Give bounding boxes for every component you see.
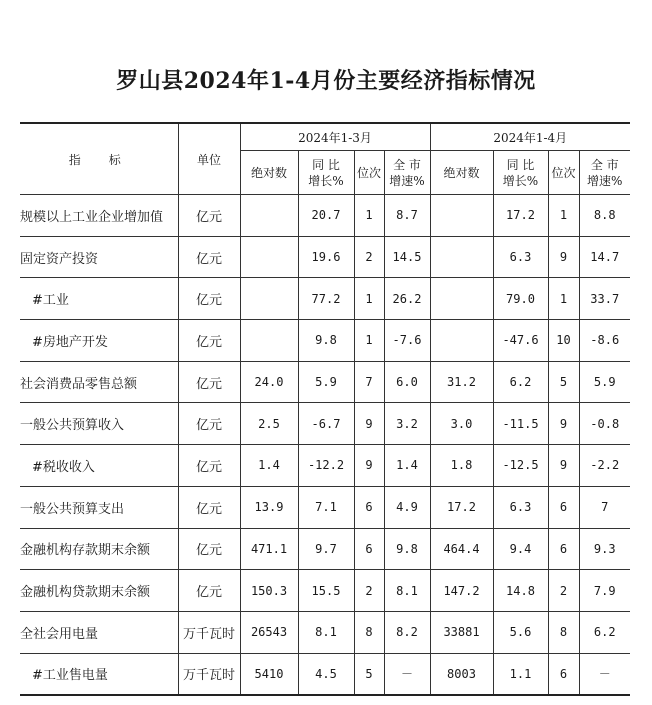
yoy-growth-p2: 14.8 bbox=[493, 570, 548, 612]
yoy-growth-p1: 9.8 bbox=[298, 320, 354, 362]
indicator-name: #税收收入 bbox=[20, 445, 178, 487]
yoy-growth-p1: -6.7 bbox=[298, 403, 354, 445]
rank-p1: 9 bbox=[354, 403, 384, 445]
rank-p2: 1 bbox=[548, 195, 579, 237]
indicator-name: 全社会用电量 bbox=[20, 611, 178, 653]
indicator-unit: 亿元 bbox=[178, 320, 240, 362]
header-city-p1 bbox=[384, 151, 430, 195]
table-row bbox=[20, 528, 630, 570]
header-yoy-line2: 增长% bbox=[308, 173, 344, 188]
yoy-growth-p2: 79.0 bbox=[493, 278, 548, 320]
header-period-2: 2024年1-4月 bbox=[430, 123, 630, 151]
header-absolute-p1: 绝对数 bbox=[240, 151, 298, 195]
rank-p2: 2 bbox=[548, 570, 579, 612]
city-growth-p2: 8.8 bbox=[579, 195, 630, 237]
city-growth-p1: 26.2 bbox=[384, 278, 430, 320]
indicator-unit: 亿元 bbox=[178, 528, 240, 570]
rank-p1: 9 bbox=[354, 445, 384, 487]
city-growth-p2: 33.7 bbox=[579, 278, 630, 320]
indicator-name: 一般公共预算收入 bbox=[20, 403, 178, 445]
city-growth-p2: 7 bbox=[579, 486, 630, 528]
absolute-p1: 2.5 bbox=[240, 403, 298, 445]
city-growth-p1: 3.2 bbox=[384, 403, 430, 445]
rank-p1: 6 bbox=[354, 486, 384, 528]
city-growth-p2: -0.8 bbox=[579, 403, 630, 445]
economic-indicators-table bbox=[20, 122, 630, 696]
absolute-p2 bbox=[430, 236, 493, 278]
indicator-name: 社会消费品零售总额 bbox=[20, 361, 178, 403]
rank-p1: 7 bbox=[354, 361, 384, 403]
table-row bbox=[20, 236, 630, 278]
indicator-unit: 亿元 bbox=[178, 195, 240, 237]
indicator-unit: 万千瓦时 bbox=[178, 653, 240, 695]
rank-p2: 10 bbox=[548, 320, 579, 362]
yoy-growth-p2: 5.6 bbox=[493, 611, 548, 653]
table-row bbox=[20, 403, 630, 445]
rank-p1: 2 bbox=[354, 570, 384, 612]
absolute-p2: 33881 bbox=[430, 611, 493, 653]
absolute-p1: 24.0 bbox=[240, 361, 298, 403]
yoy-growth-p1: 15.5 bbox=[298, 570, 354, 612]
yoy-growth-p1: 77.2 bbox=[298, 278, 354, 320]
city-growth-p2: 9.3 bbox=[579, 528, 630, 570]
yoy-growth-p1: 19.6 bbox=[298, 236, 354, 278]
rank-p1: 1 bbox=[354, 278, 384, 320]
rank-p2: 1 bbox=[548, 278, 579, 320]
absolute-p2: 17.2 bbox=[430, 486, 493, 528]
table-body bbox=[20, 195, 630, 695]
city-growth-p1: － bbox=[384, 653, 430, 695]
header-yoy-line1: 同 比 bbox=[506, 157, 535, 172]
header-unit: 单位 bbox=[178, 123, 240, 195]
absolute-p2: 1.8 bbox=[430, 445, 493, 487]
rank-p1: 6 bbox=[354, 528, 384, 570]
yoy-growth-p1: 8.1 bbox=[298, 611, 354, 653]
city-growth-p2: -2.2 bbox=[579, 445, 630, 487]
indicator-unit: 万千瓦时 bbox=[178, 611, 240, 653]
page-title: 罗山县2024年1-4月份主要经济指标情况 bbox=[116, 68, 536, 94]
table-row bbox=[20, 486, 630, 528]
header-rank-p2: 位次 bbox=[548, 151, 579, 195]
absolute-p2: 8003 bbox=[430, 653, 493, 695]
header-city-line1: 全 市 bbox=[393, 157, 421, 172]
city-growth-p1: 14.5 bbox=[384, 236, 430, 278]
table-row bbox=[20, 320, 630, 362]
indicator-name: 金融机构存款期末余额 bbox=[20, 528, 178, 570]
indicator-name: 金融机构贷款期末余额 bbox=[20, 570, 178, 612]
rank-p2: 6 bbox=[548, 528, 579, 570]
indicator-unit: 亿元 bbox=[178, 361, 240, 403]
absolute-p1: 5410 bbox=[240, 653, 298, 695]
header-city-line1: 全 市 bbox=[590, 157, 619, 172]
yoy-growth-p1: 5.9 bbox=[298, 361, 354, 403]
yoy-growth-p2: 17.2 bbox=[493, 195, 548, 237]
table-row bbox=[20, 653, 630, 695]
absolute-p1 bbox=[240, 320, 298, 362]
absolute-p1 bbox=[240, 236, 298, 278]
absolute-p2 bbox=[430, 195, 493, 237]
indicator-unit: 亿元 bbox=[178, 278, 240, 320]
yoy-growth-p1: 4.5 bbox=[298, 653, 354, 695]
yoy-growth-p2: 6.3 bbox=[493, 486, 548, 528]
yoy-growth-p2: -47.6 bbox=[493, 320, 548, 362]
yoy-growth-p1: 7.1 bbox=[298, 486, 354, 528]
rank-p2: 9 bbox=[548, 445, 579, 487]
city-growth-p2: -8.6 bbox=[579, 320, 630, 362]
absolute-p2: 3.0 bbox=[430, 403, 493, 445]
table-row bbox=[20, 570, 630, 612]
indicator-unit: 亿元 bbox=[178, 445, 240, 487]
yoy-growth-p2: -12.5 bbox=[493, 445, 548, 487]
header-yoy-p2 bbox=[493, 151, 548, 195]
table-row bbox=[20, 278, 630, 320]
absolute-p2 bbox=[430, 320, 493, 362]
absolute-p1 bbox=[240, 278, 298, 320]
indicator-name: 一般公共预算支出 bbox=[20, 486, 178, 528]
yoy-growth-p1: 20.7 bbox=[298, 195, 354, 237]
city-growth-p2: 5.9 bbox=[579, 361, 630, 403]
absolute-p2: 147.2 bbox=[430, 570, 493, 612]
absolute-p1: 13.9 bbox=[240, 486, 298, 528]
absolute-p1: 471.1 bbox=[240, 528, 298, 570]
city-growth-p1: 8.7 bbox=[384, 195, 430, 237]
yoy-growth-p2: 6.2 bbox=[493, 361, 548, 403]
header-rank-p1: 位次 bbox=[354, 151, 384, 195]
table-row bbox=[20, 611, 630, 653]
table-row bbox=[20, 445, 630, 487]
rank-p2: 6 bbox=[548, 653, 579, 695]
header-city-p2 bbox=[579, 151, 630, 195]
indicator-name: 固定资产投资 bbox=[20, 236, 178, 278]
indicator-unit: 亿元 bbox=[178, 486, 240, 528]
table-row bbox=[20, 195, 630, 237]
city-growth-p2: 6.2 bbox=[579, 611, 630, 653]
city-growth-p1: 1.4 bbox=[384, 445, 430, 487]
header-indicator: 指 标 bbox=[20, 123, 178, 195]
absolute-p1: 26543 bbox=[240, 611, 298, 653]
absolute-p2: 464.4 bbox=[430, 528, 493, 570]
rank-p2: 9 bbox=[548, 403, 579, 445]
rank-p2: 8 bbox=[548, 611, 579, 653]
yoy-growth-p1: -12.2 bbox=[298, 445, 354, 487]
yoy-growth-p2: -11.5 bbox=[493, 403, 548, 445]
indicator-name: 规模以上工业企业增加值 bbox=[20, 195, 178, 237]
rank-p1: 5 bbox=[354, 653, 384, 695]
header-yoy-line2: 增长% bbox=[502, 173, 539, 188]
yoy-growth-p2: 6.3 bbox=[493, 236, 548, 278]
header-city-line2: 增速% bbox=[587, 173, 623, 188]
city-growth-p1: 6.0 bbox=[384, 361, 430, 403]
rank-p1: 2 bbox=[354, 236, 384, 278]
rank-p2: 9 bbox=[548, 236, 579, 278]
yoy-growth-p1: 9.7 bbox=[298, 528, 354, 570]
indicator-name: #工业售电量 bbox=[20, 653, 178, 695]
header-city-line2: 增速% bbox=[389, 173, 425, 188]
indicator-unit: 亿元 bbox=[178, 403, 240, 445]
indicator-unit: 亿元 bbox=[178, 570, 240, 612]
absolute-p2 bbox=[430, 278, 493, 320]
rank-p1: 1 bbox=[354, 320, 384, 362]
city-growth-p1: 8.2 bbox=[384, 611, 430, 653]
indicator-unit: 亿元 bbox=[178, 236, 240, 278]
city-growth-p2: 7.9 bbox=[579, 570, 630, 612]
rank-p1: 1 bbox=[354, 195, 384, 237]
rank-p2: 5 bbox=[548, 361, 579, 403]
absolute-p1 bbox=[240, 195, 298, 237]
absolute-p1: 150.3 bbox=[240, 570, 298, 612]
city-growth-p2: 14.7 bbox=[579, 236, 630, 278]
absolute-p2: 31.2 bbox=[430, 361, 493, 403]
header-period-1: 2024年1-3月 bbox=[240, 123, 430, 151]
indicator-name: #房地产开发 bbox=[20, 320, 178, 362]
rank-p1: 8 bbox=[354, 611, 384, 653]
yoy-growth-p2: 1.1 bbox=[493, 653, 548, 695]
city-growth-p1: 8.1 bbox=[384, 570, 430, 612]
city-growth-p2: － bbox=[579, 653, 630, 695]
header-row-periods bbox=[20, 123, 630, 151]
yoy-growth-p2: 9.4 bbox=[493, 528, 548, 570]
city-growth-p1: -7.6 bbox=[384, 320, 430, 362]
table-row bbox=[20, 361, 630, 403]
header-absolute-p2: 绝对数 bbox=[430, 151, 493, 195]
rank-p2: 6 bbox=[548, 486, 579, 528]
absolute-p1: 1.4 bbox=[240, 445, 298, 487]
header-yoy-line1: 同 比 bbox=[312, 157, 340, 172]
city-growth-p1: 9.8 bbox=[384, 528, 430, 570]
indicator-name: #工业 bbox=[20, 278, 178, 320]
city-growth-p1: 4.9 bbox=[384, 486, 430, 528]
header-yoy-p1 bbox=[298, 151, 354, 195]
